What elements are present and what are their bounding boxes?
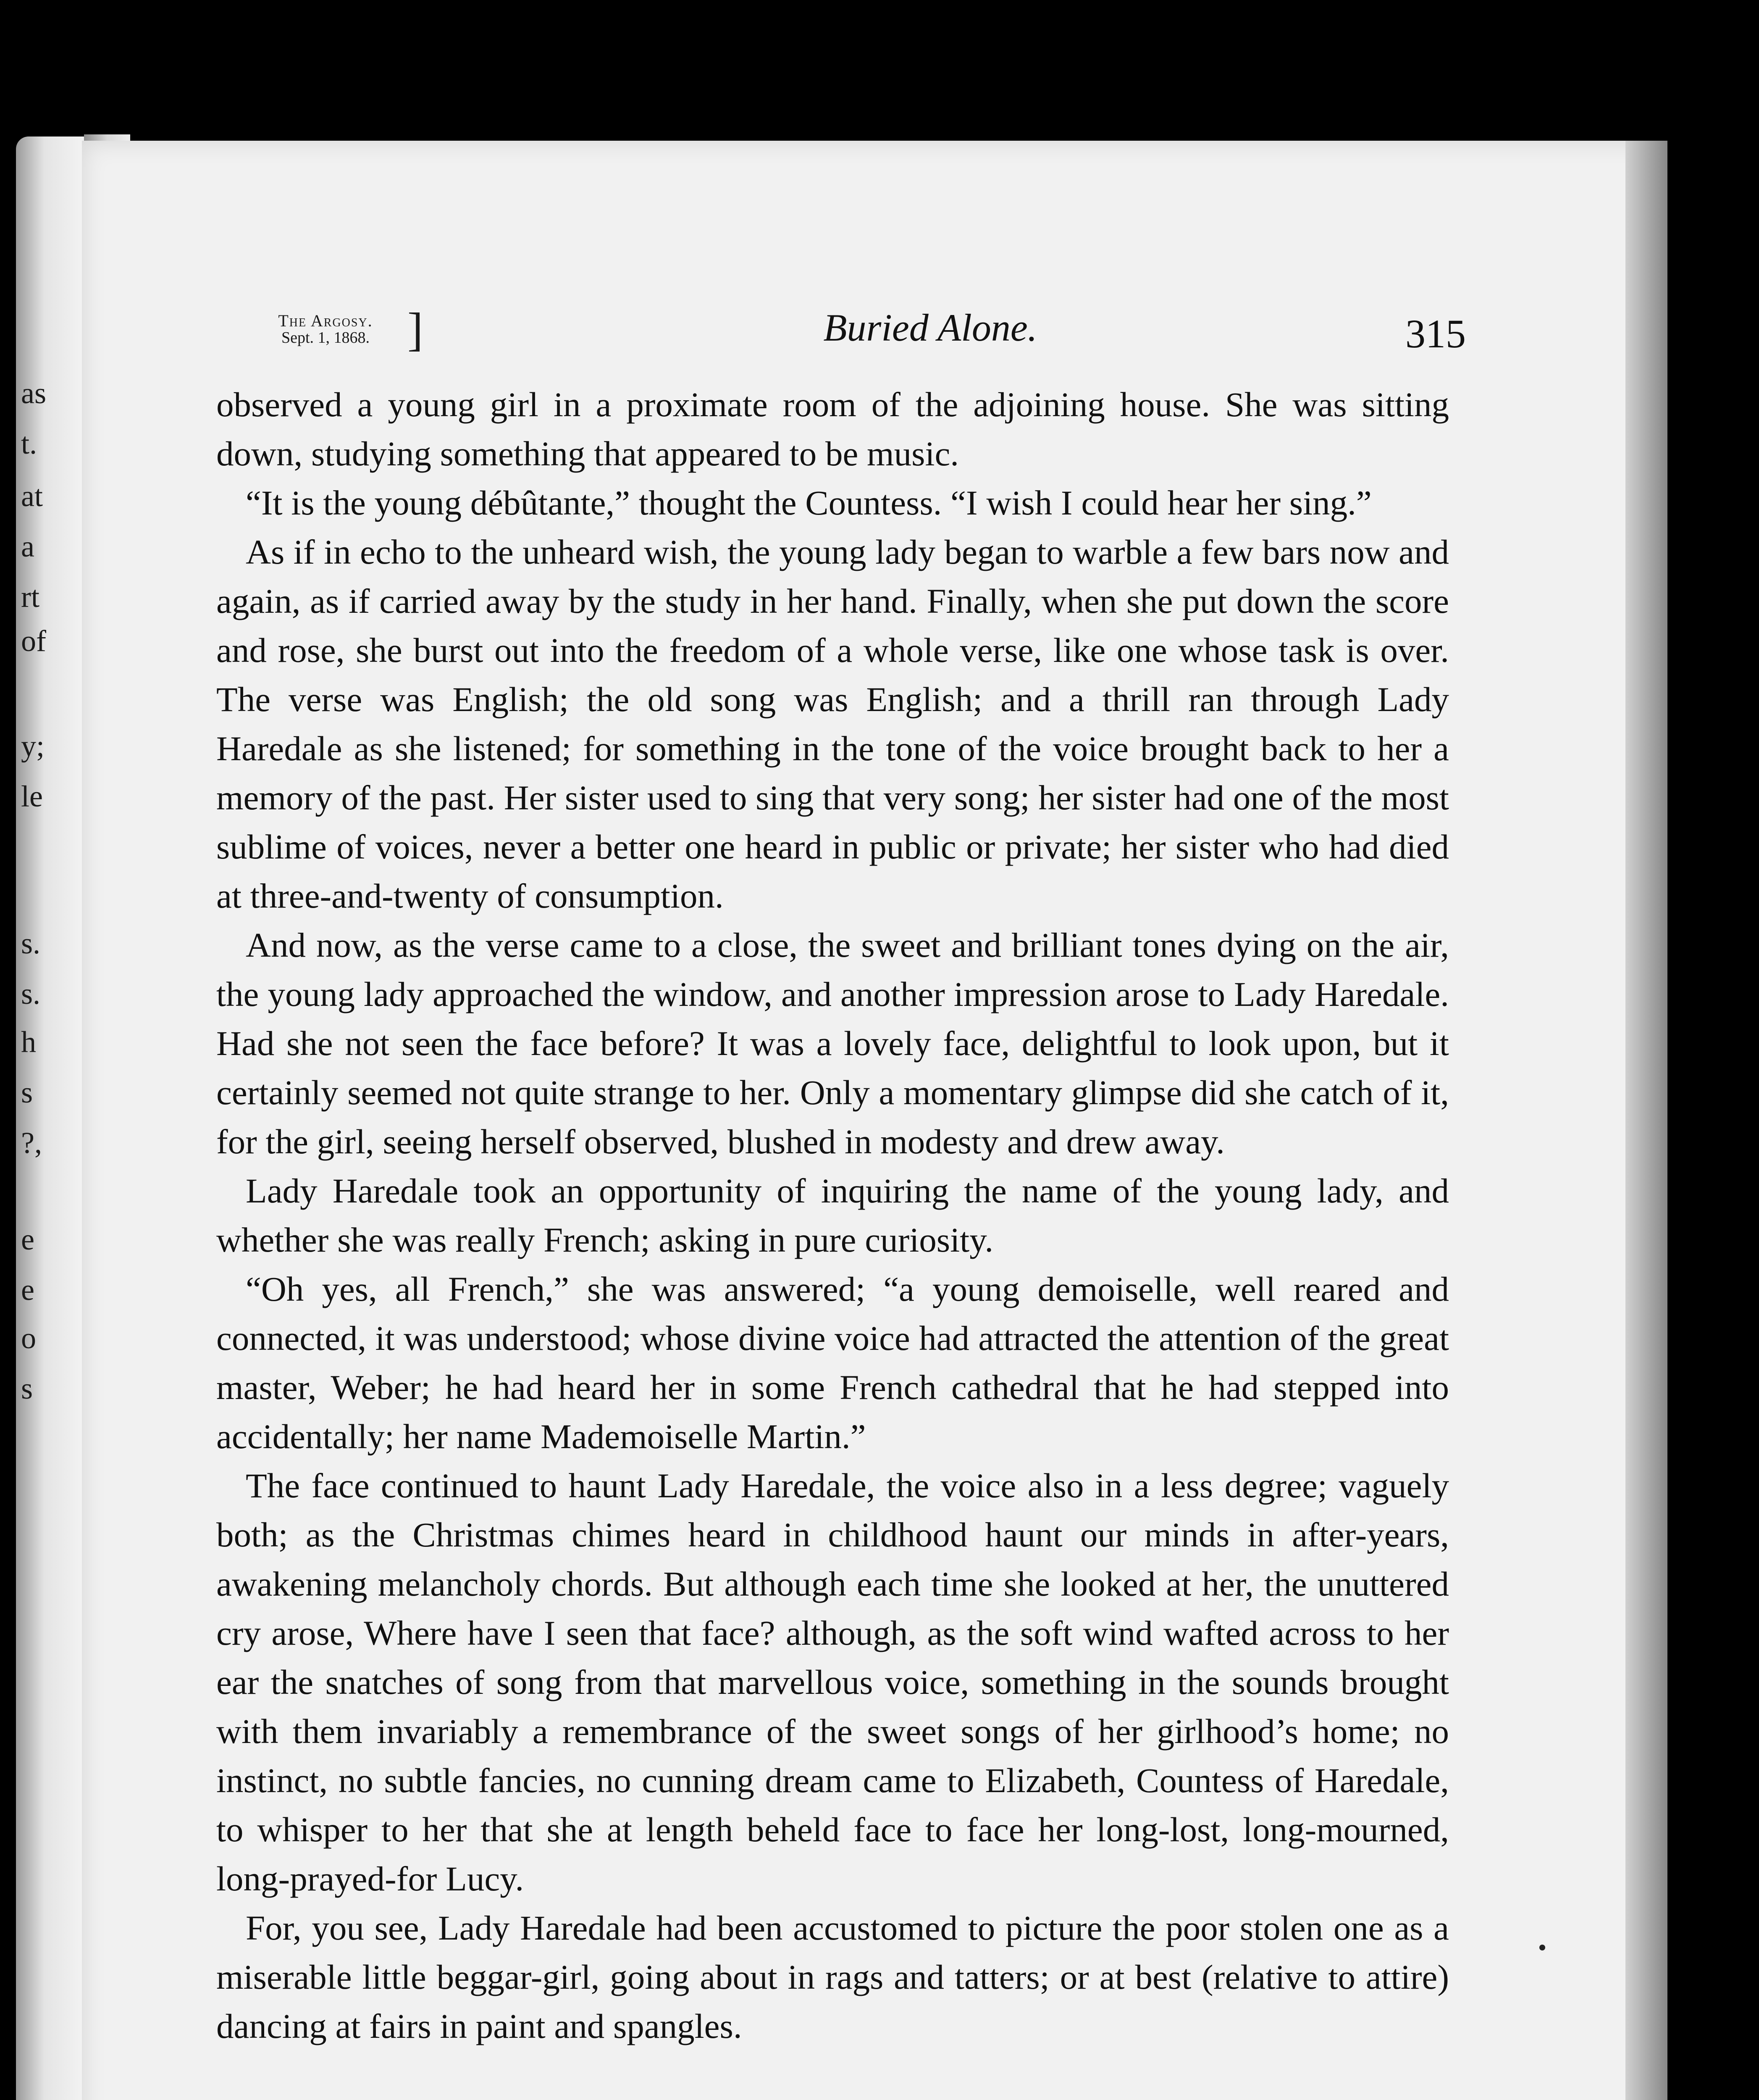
- previous-page-fragment: t.: [21, 427, 37, 460]
- previous-page-fragment: s.: [21, 977, 41, 1011]
- chapter-title: Buried Alone.: [823, 306, 1037, 349]
- paragraph: “It is the young débûtante,” thought the Countess. “I wish I could hear her sing.”: [246, 483, 1372, 522]
- previous-page-fragment: le: [21, 780, 43, 813]
- previous-page-fragment: s: [21, 1372, 33, 1405]
- paragraph: For, you see, Lady Haredale had been accustomed to picture the poor stolen one as a miserable little beggar-girl, going about in rags and tatters; or at best (relative to attire) dancing at fairs in paint and spangles.: [216, 1908, 1449, 2045]
- paragraph: As if in echo to the unheard wish, the young lady began to warble a few bars now and again, as if carried away by the study in her hand. Finally, when she put down the score and rose, she burst out into the freedom of a whole verse, like one whose task is over. The verse was English; the old song was English; and a thrill ran through Lady Haredale as she listened; for something in the tone of the voice brought back to her a memory of the past. Her sister used to sing that very song; her sister had one of the most sublime of voices, never a better one heard in public or private; her sister who had died at three-and-twenty of consumption.: [216, 533, 1449, 915]
- paragraph: And now, as the verse came to a close, the sweet and brilliant tones dying on the air, the young lady approached the window, and another impression arose to Lady Haredale. Had she not seen the face before? It was a lovely face, delightful to look upon, but it certainly seemed not quite strange to her. Only a momentary glimpse did she catch of it, for the girl, seeing herself observed, blushed in modesty and drew away.: [216, 926, 1449, 1161]
- previous-page-fragment: y;: [21, 729, 45, 763]
- issue-date: Sept. 1, 1868.: [281, 329, 370, 346]
- paragraph: Lady Haredale took an opportunity of inquiring the name of the young lady, and whether she was really French; asking in pure curiosity.: [216, 1171, 1449, 1259]
- previous-page-fragment: ?,: [21, 1126, 42, 1160]
- previous-page-fragment: as: [21, 376, 46, 410]
- page-number: 315: [1405, 311, 1466, 356]
- previous-page-fragment: rt: [21, 580, 39, 614]
- paper-speck: [1539, 1945, 1545, 1950]
- running-head: [237, 304, 1466, 363]
- periodical-citation: [237, 312, 414, 346]
- previous-page-fragment: at: [21, 479, 43, 513]
- citation-bracket: ]: [407, 304, 423, 356]
- paragraph: “Oh yes, all French,” she was answered; “a young demoiselle, well reared and connected, it was understood; whose divine voice had attracted the attention of the great master, Weber; he had heard her in some French cathedral that he had stepped into accidentally; her name Mademoiselle Martin.”: [216, 1270, 1449, 1456]
- previous-page-fragment: a: [21, 530, 34, 563]
- previous-page-fragment: e: [21, 1223, 34, 1256]
- previous-page-fragment: s: [21, 1076, 33, 1109]
- periodical-name: The Argosy.: [278, 311, 373, 330]
- previous-page-fragment: e: [21, 1273, 34, 1307]
- page-edge-shadow: [1625, 141, 1667, 2100]
- body-text: [216, 380, 1449, 2051]
- paragraph: The face continued to haunt Lady Haredale, the voice also in a less degree; vaguely both; as the Christmas chimes heard in childhood haunt our minds in after-years, awakening melancholy chords. But although each time she looked at her, the unuttered cry arose, Where have I seen that face? although, as the soft wind wafted across to her ear the snatches of song from that marvellous voice, something in the sounds brought with them invariably a remembrance of the sweet songs of her girlhood’s home; no instinct, no subtle fancies, no cunning dream came to Elizabeth, Countess of Haredale, to whisper to her that she at length beheld face to face her long-lost, long-mourned, long-prayed-for Lucy.: [216, 1466, 1449, 1898]
- paragraph: observed a young girl in a proximate room of the adjoining house. She was sitting down, studying something that appeared to be music.: [216, 385, 1449, 473]
- previous-page-fragment: of: [21, 624, 46, 658]
- previous-page-fragment: s.: [21, 927, 41, 960]
- previous-page-fragment: o: [21, 1321, 36, 1355]
- previous-page-fragment: h: [21, 1025, 36, 1059]
